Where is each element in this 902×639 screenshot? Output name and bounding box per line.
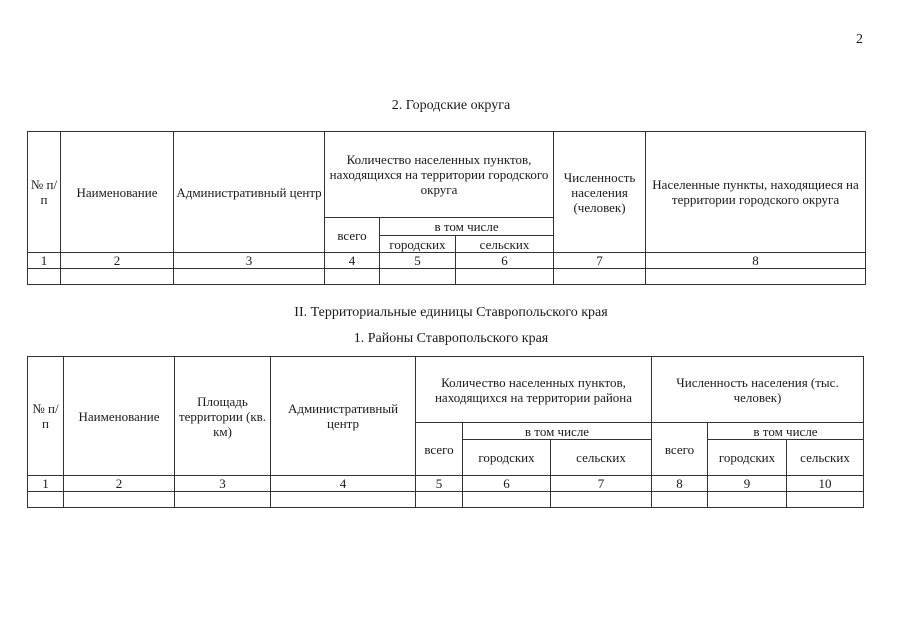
col-number: 5 — [416, 476, 463, 492]
header-population: Численность населения (человек) — [554, 132, 646, 253]
empty-cell — [708, 492, 787, 508]
header-total: всего — [325, 218, 380, 253]
col-number: 4 — [325, 253, 380, 269]
districts-table — [27, 356, 864, 508]
col-number: 3 — [174, 253, 325, 269]
empty-cell — [416, 492, 463, 508]
col-number: 9 — [708, 476, 787, 492]
city-districts-table — [27, 131, 866, 285]
empty-cell — [61, 269, 174, 285]
header-name: Наименование — [61, 132, 174, 253]
header-settlements: Населенные пункты, находящиеся на территории городского округа — [646, 132, 866, 253]
col-number: 4 — [271, 476, 416, 492]
empty-cell — [554, 269, 646, 285]
col-number: 10 — [787, 476, 864, 492]
col-number: 2 — [64, 476, 175, 492]
header-admin-center: Административный центр — [271, 357, 416, 476]
header-num: № п/п — [28, 132, 61, 253]
section-heading-city-districts: 2. Городские округа — [391, 98, 511, 113]
header-including: в том числе — [463, 423, 652, 440]
empty-data-row — [28, 269, 866, 285]
header-settlement-count: Количество населенных пунктов, находящихся на территории района — [416, 357, 652, 423]
header-pop-urban: городских — [708, 440, 787, 476]
col-number: 5 — [380, 253, 456, 269]
header-admin-center: Административный центр — [174, 132, 325, 253]
header-pop-total: всего — [652, 423, 708, 476]
header-settlement-count: Количество населенных пунктов, находящихся на территории городского округа — [325, 132, 554, 218]
header-urban: городских — [463, 440, 551, 476]
col-number: 1 — [28, 253, 61, 269]
col-number: 8 — [652, 476, 708, 492]
header-name: Наименование — [64, 357, 175, 476]
empty-cell — [174, 269, 325, 285]
header-rural: сельских — [551, 440, 652, 476]
header-total: всего — [416, 423, 463, 476]
col-number: 7 — [554, 253, 646, 269]
empty-cell — [271, 492, 416, 508]
col-number: 6 — [456, 253, 554, 269]
column-number-row — [28, 253, 866, 269]
header-rural: сельских — [456, 236, 554, 253]
empty-cell — [175, 492, 271, 508]
empty-cell — [463, 492, 551, 508]
col-number: 6 — [463, 476, 551, 492]
col-number: 3 — [175, 476, 271, 492]
header-population-group: Численность населения (тыс. человек) — [652, 357, 864, 423]
empty-cell — [456, 269, 554, 285]
empty-cell — [652, 492, 708, 508]
header-including: в том числе — [380, 218, 554, 236]
empty-cell — [380, 269, 456, 285]
header-area: Площадь территории (кв. км) — [175, 357, 271, 476]
empty-cell — [787, 492, 864, 508]
section-heading-districts: 1. Районы Ставропольского края — [353, 331, 549, 346]
header-urban: городских — [380, 236, 456, 253]
empty-cell — [28, 269, 61, 285]
empty-cell — [551, 492, 652, 508]
column-number-row — [28, 476, 864, 492]
empty-cell — [28, 492, 64, 508]
header-pop-including: в том числе — [708, 423, 864, 440]
col-number: 1 — [28, 476, 64, 492]
col-number: 2 — [61, 253, 174, 269]
header-num: № п/п — [28, 357, 64, 476]
empty-cell — [646, 269, 866, 285]
col-number: 7 — [551, 476, 652, 492]
section-title-territorial-units: II. Территориальные единицы Ставропольского края — [294, 305, 608, 320]
page-number: 2 — [856, 32, 863, 47]
empty-data-row — [28, 492, 864, 508]
empty-cell — [325, 269, 380, 285]
col-number: 8 — [646, 253, 866, 269]
empty-cell — [64, 492, 175, 508]
header-pop-rural: сельских — [787, 440, 864, 476]
